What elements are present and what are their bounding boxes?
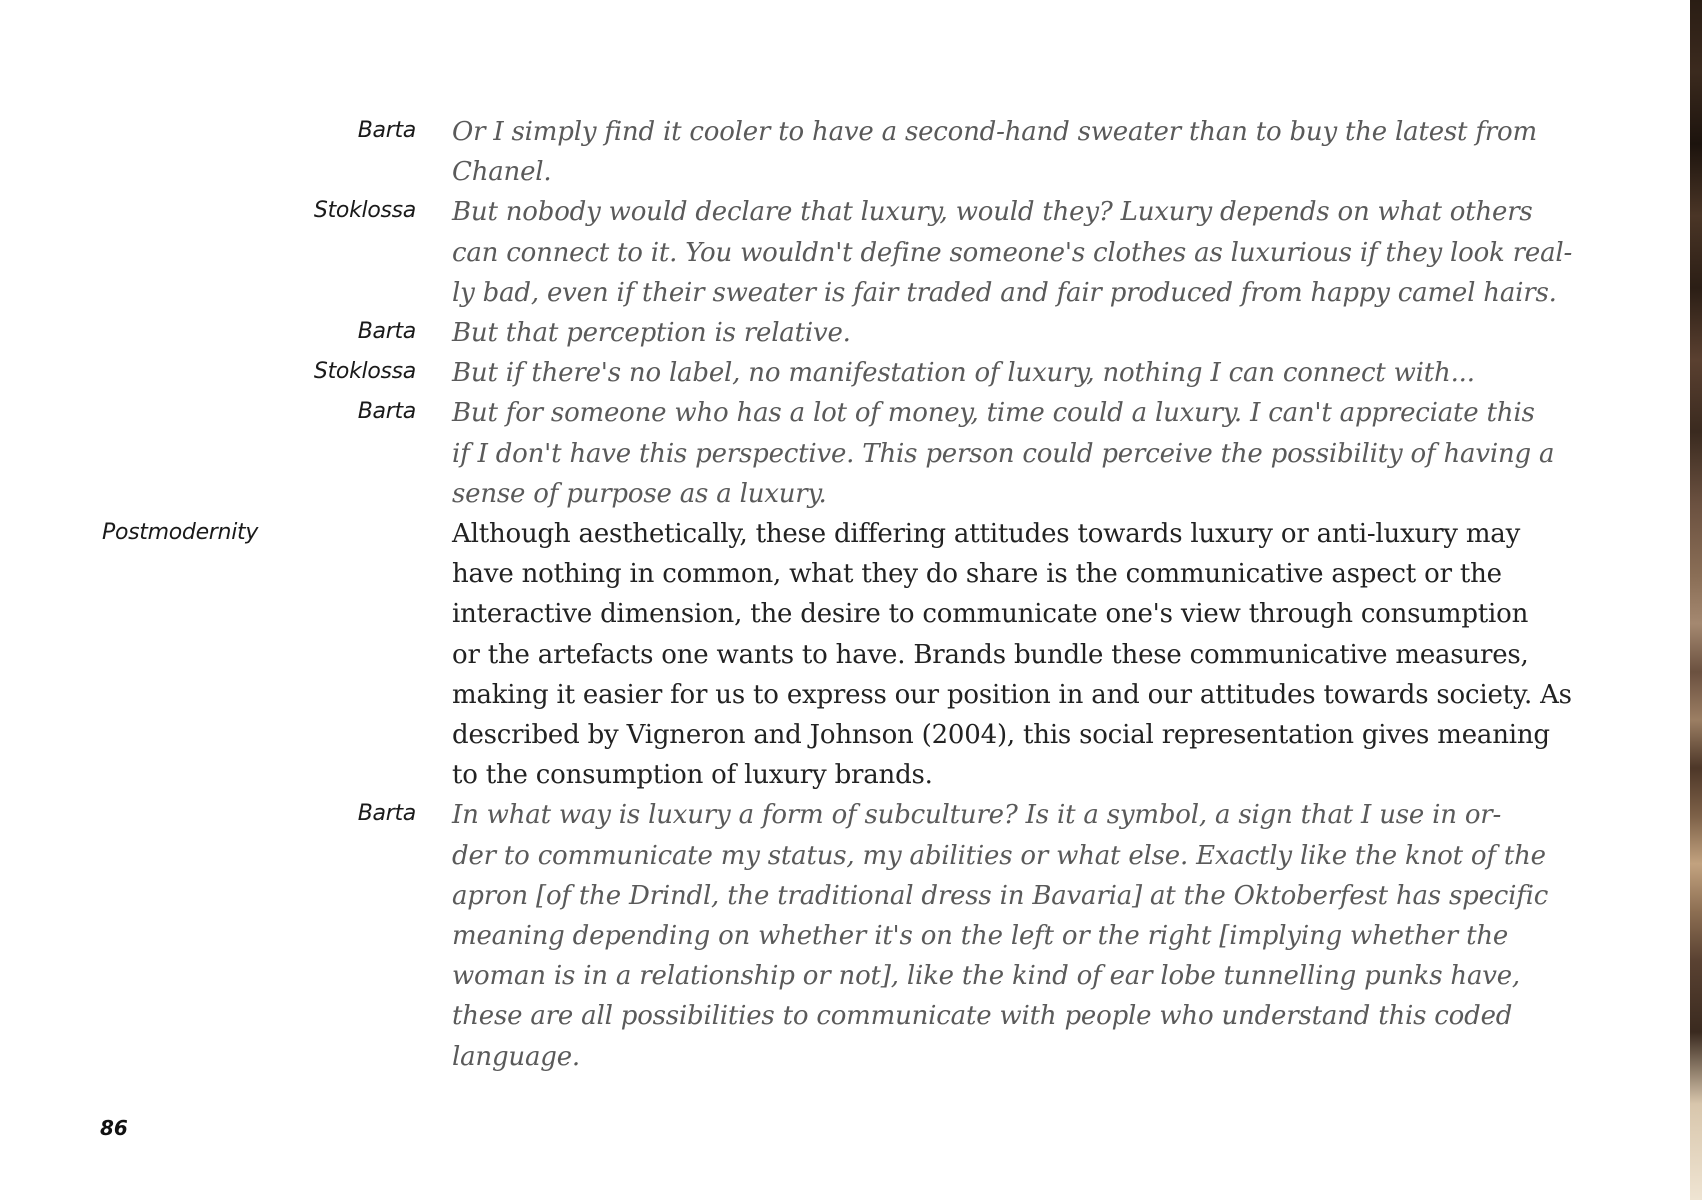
text-line: woman is in a relationship or not], like the kind of ear lobe tunnelling punks have,: [452, 961, 1521, 992]
dialogue-entry: [0, 795, 1690, 1076]
text-line: meaning depending on whether it's on the left or the right [implying whether the: [452, 921, 1509, 952]
text-line: But for someone who has a lot of money, time could a luxury. I can't appreciate this: [452, 398, 1535, 429]
speaker-name: Stoklossa: [313, 359, 416, 385]
text-line: In what way is luxury a form of subculture? Is it a symbol, a sign that I use in or-: [452, 800, 1502, 831]
speaker-name: Barta: [357, 399, 416, 425]
dialogue-entry: [0, 393, 1690, 514]
quote-text: [452, 393, 1602, 514]
text-line: described by Vigneron and Johnson (2004), this social representation gives meaning: [452, 720, 1550, 751]
dialogue-entry: [0, 353, 1690, 393]
dialogue-entry: [0, 192, 1690, 313]
body-paragraph: [0, 514, 1690, 795]
photo-edge-image: [1690, 0, 1702, 1200]
margin-note: Postmodernity: [102, 520, 259, 546]
text-line: these are all possibilities to communicate with people who understand this coded: [452, 1001, 1513, 1032]
page-number: 86: [100, 1116, 128, 1140]
quote-text: [452, 353, 1602, 393]
speaker-name: Barta: [357, 118, 416, 143]
dialogue-entry: [0, 313, 1690, 353]
text-line: have nothing in common, what they do share is the communicative aspect or the: [452, 559, 1502, 590]
text-line: language.: [452, 1041, 580, 1072]
text-line: to the consumption of luxury brands.: [452, 760, 933, 791]
quote-text: [452, 112, 1602, 192]
text-line: or the artefacts one wants to have. Brands bundle these communicative measures,: [452, 639, 1529, 670]
text-line: if I don't have this perspective. This person could perceive the possibility of having a: [452, 438, 1555, 469]
text-line: making it easier for us to express our position in and our attitudes towards society. As: [452, 679, 1572, 710]
text-line: der to communicate my status, my abilities or what else. Exactly like the knot of the: [452, 840, 1546, 871]
text-line: interactive dimension, the desire to communicate one's view through consumption: [452, 599, 1529, 630]
speaker-name: Barta: [357, 319, 416, 345]
speaker-name: Stoklossa: [313, 198, 416, 224]
text-line: Although aesthetically, these differing attitudes towards luxury or anti-luxury may: [452, 519, 1521, 550]
quote-text: [452, 313, 1602, 353]
speaker-name: Barta: [357, 801, 416, 827]
text-line: ly bad, even if their sweater is fair traded and fair produced from happy camel hairs.: [452, 277, 1557, 308]
text-line: Or I simply find it cooler to have a second-hand sweater than to buy the latest from: [452, 117, 1537, 147]
text-line: But that perception is relative.: [452, 318, 851, 349]
text-line: apron [of the Drindl, the traditional dress in Bavaria] at the Oktoberfest has specific: [452, 880, 1549, 911]
text-line: can connect to it. You wouldn't define someone's clothes as luxurious if they look real-: [452, 237, 1573, 268]
text-line: sense of purpose as a luxury.: [452, 478, 827, 509]
paragraph-text: [452, 514, 1602, 795]
text-line: Chanel.: [452, 157, 552, 188]
text-line: But if there's no label, no manifestation of luxury, nothing I can connect with...: [452, 358, 1475, 389]
quote-text: [452, 795, 1602, 1076]
dialogue-entry: [0, 112, 1690, 192]
quote-text: [452, 192, 1602, 313]
page-content: [0, 112, 1690, 1077]
text-line: But nobody would declare that luxury, would they? Luxury depends on what others: [452, 197, 1533, 228]
